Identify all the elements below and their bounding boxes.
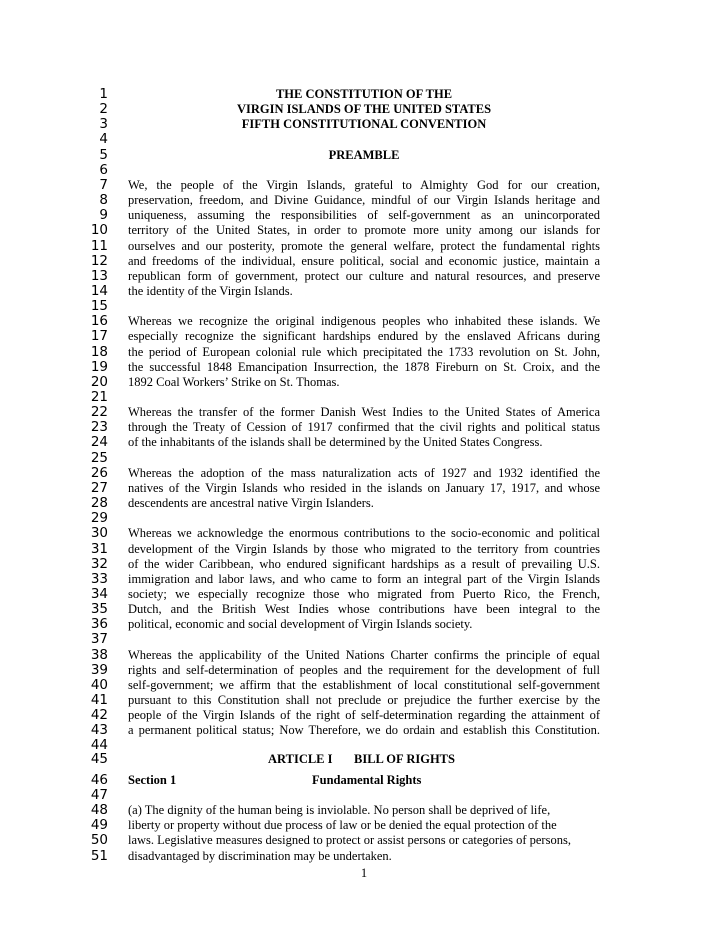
document-line bbox=[0, 329, 728, 344]
text-line: Whereas the applicability of the United Nations Charter confirms the principle of equal bbox=[128, 647, 600, 662]
text-line: Whereas we acknowledge the enormous contributions to the socio-economic and political bbox=[128, 526, 600, 541]
line-number: 48 bbox=[90, 802, 108, 819]
line-number: 13 bbox=[90, 267, 108, 284]
document-line bbox=[0, 269, 728, 284]
line-number: 14 bbox=[90, 282, 108, 299]
document-line bbox=[0, 451, 728, 466]
line-number: 43 bbox=[90, 722, 108, 739]
document-line bbox=[0, 693, 728, 708]
line-number: 23 bbox=[90, 419, 108, 436]
document-line bbox=[0, 87, 728, 102]
heading-line: THE CONSTITUTION OF THE bbox=[275, 87, 453, 101]
document-line bbox=[0, 496, 728, 511]
document-line bbox=[0, 148, 728, 163]
line-number: 45 bbox=[90, 750, 108, 767]
document-line bbox=[0, 299, 728, 314]
section-title: Fundamental Rights bbox=[312, 772, 422, 787]
line-number: 12 bbox=[90, 252, 108, 269]
line-number: 42 bbox=[90, 707, 108, 724]
document-line bbox=[0, 557, 728, 572]
document-line bbox=[0, 314, 728, 329]
text-line: political, economic and social development of Virgin Islands society. bbox=[128, 617, 473, 632]
document-line bbox=[0, 284, 728, 299]
document-line bbox=[0, 752, 728, 767]
line-number: 5 bbox=[99, 146, 108, 163]
text-line: society; we especially recognize those who migrated from Puerto Rico, the French, bbox=[128, 586, 600, 601]
line-number: 37 bbox=[90, 631, 108, 648]
text-line: a permanent political status; Now Therefore, we do ordain and establish this Constitution. bbox=[128, 723, 600, 738]
document-line bbox=[0, 102, 728, 117]
line-number: 40 bbox=[90, 676, 108, 693]
document-line bbox=[0, 420, 728, 435]
line-number: 18 bbox=[90, 343, 108, 360]
document-line bbox=[0, 405, 728, 420]
document-line bbox=[0, 587, 728, 602]
line-number: 29 bbox=[90, 510, 108, 527]
line-number: 51 bbox=[90, 847, 108, 864]
document-line bbox=[0, 803, 728, 818]
text-line: territory of the United States, in order to promote more unity among our islands for bbox=[128, 223, 600, 238]
line-number: 19 bbox=[90, 358, 108, 375]
document-line bbox=[0, 632, 728, 647]
document-line bbox=[0, 833, 728, 848]
document-line bbox=[0, 254, 728, 269]
document-line bbox=[0, 708, 728, 723]
text-line: natives of the Virgin Islands who resided in the islands on January 17, 1917, and whose bbox=[128, 480, 600, 495]
line-number: 8 bbox=[99, 192, 108, 209]
text-line: the identity of the Virgin Islands. bbox=[128, 283, 293, 298]
line-number: 34 bbox=[90, 585, 108, 602]
document-line bbox=[0, 617, 728, 632]
line-number: 46 bbox=[90, 771, 108, 788]
document-line bbox=[0, 818, 728, 833]
text-line: ourselves and our posterity, promote the general welfare, protect the fundamental rights bbox=[128, 238, 600, 253]
document-line bbox=[0, 360, 728, 375]
heading-line: FIFTH CONSTITUTIONAL CONVENTION bbox=[241, 117, 487, 132]
line-number: 22 bbox=[90, 404, 108, 421]
document-line bbox=[0, 602, 728, 617]
document-line bbox=[0, 193, 728, 208]
line-number: 32 bbox=[90, 555, 108, 572]
line-number: 20 bbox=[90, 373, 108, 390]
line-number: 49 bbox=[90, 817, 108, 834]
text-line: through the Treaty of Cession of 1917 confirmed that the civil rights and political status bbox=[128, 420, 600, 435]
line-number: 21 bbox=[90, 389, 108, 405]
document-line bbox=[0, 788, 728, 803]
line-number: 28 bbox=[90, 495, 108, 512]
line-number: 44 bbox=[90, 737, 108, 754]
line-number: 31 bbox=[90, 540, 108, 557]
text-line: pursuant to this Constitution shall not preclude or prejudice the further exercise by the bbox=[128, 693, 600, 707]
document-line bbox=[0, 132, 728, 147]
text-line: Dutch, and the British West Indies whose contributions have been integral to the bbox=[128, 602, 600, 617]
line-number: 27 bbox=[90, 479, 108, 496]
document-line bbox=[0, 390, 728, 405]
line-number: 7 bbox=[99, 176, 108, 193]
line-number: 30 bbox=[90, 525, 108, 542]
document-line bbox=[0, 239, 728, 254]
text-line: Whereas the adoption of the mass naturalization acts of 1927 and 1932 identified the bbox=[128, 465, 600, 480]
document-line bbox=[0, 178, 728, 193]
document-line bbox=[0, 117, 728, 132]
line-number: 47 bbox=[90, 786, 108, 803]
line-number: 26 bbox=[90, 464, 108, 481]
document-line bbox=[0, 526, 728, 541]
document-line bbox=[0, 435, 728, 450]
line-number: 35 bbox=[90, 601, 108, 618]
line-number: 39 bbox=[90, 661, 108, 678]
text-line: Whereas we recognize the original indigenous peoples who inhabited these islands. We bbox=[128, 314, 600, 329]
document-line bbox=[0, 773, 728, 788]
line-number: 36 bbox=[90, 616, 108, 633]
line-number: 24 bbox=[90, 434, 108, 451]
document-line bbox=[0, 511, 728, 526]
line-number: 4 bbox=[99, 131, 108, 148]
text-line: and freedoms of the individual, ensure political, social and economic justice, maintain a bbox=[128, 253, 600, 268]
heading-line: PREAMBLE bbox=[328, 147, 400, 162]
line-number: 41 bbox=[90, 692, 108, 708]
article-label: ARTICLE I bbox=[268, 751, 333, 766]
text-line: people of the Virgin Islands of the right of self-determination regarding the attainment of bbox=[128, 708, 600, 723]
page-number: 1 bbox=[360, 866, 368, 880]
article-title: BILL OF RIGHTS bbox=[354, 751, 455, 766]
line-number: 17 bbox=[90, 328, 108, 345]
text-line: of the wider Caribbean, who endured significant hardships as a result of prevailing U.S. bbox=[128, 556, 600, 571]
text-line: laws. Legislative measures designed to protect or assist persons or categories of persons, bbox=[128, 833, 571, 848]
document-line bbox=[0, 223, 728, 238]
line-number: 11 bbox=[90, 237, 108, 254]
text-line: descendents are ancestral native Virgin Islanders. bbox=[128, 496, 374, 511]
section-label: Section 1 bbox=[128, 772, 177, 787]
text-line: self-government; we affirm that the establishment of local constitutional self-government bbox=[128, 677, 600, 692]
text-line: (a) The dignity of the human being is inviolable. No person shall be deprived of life, bbox=[128, 803, 551, 818]
text-line: disadvantaged by discrimination may be undertaken. bbox=[128, 848, 392, 863]
line-number: 1 bbox=[99, 86, 108, 102]
text-line: We, the people of the Virgin Islands, grateful to Almighty God for our creation, bbox=[128, 177, 600, 192]
document-line bbox=[0, 163, 728, 178]
text-line: uniqueness, assuming the responsibilities of self-government as an unincorporated bbox=[128, 208, 600, 223]
document-line bbox=[0, 375, 728, 390]
text-line: of the inhabitants of the islands shall be determined by the United States Congress. bbox=[128, 435, 543, 450]
document-line bbox=[0, 481, 728, 496]
text-line: especially recognize the significant hardships endured by the enslaved Africans during bbox=[128, 329, 600, 344]
line-number: 6 bbox=[99, 161, 108, 178]
line-number: 2 bbox=[99, 101, 108, 118]
line-number: 25 bbox=[90, 449, 108, 466]
line-number: 33 bbox=[90, 570, 108, 587]
document-line bbox=[0, 208, 728, 223]
line-number: 50 bbox=[90, 832, 108, 849]
text-line: 1892 Coal Workers’ Strike on St. Thomas. bbox=[128, 374, 340, 389]
line-number: 10 bbox=[90, 222, 108, 239]
document-line bbox=[0, 345, 728, 360]
text-line: development of the Virgin Islands by those who migrated to the territory from countries bbox=[128, 541, 600, 556]
line-number: 38 bbox=[90, 646, 108, 663]
line-number: 3 bbox=[99, 116, 108, 133]
heading-line: VIRGIN ISLANDS OF THE UNITED STATES bbox=[236, 102, 492, 117]
line-number: 16 bbox=[90, 313, 108, 330]
document-line bbox=[0, 678, 728, 693]
text-line: preservation, freedom, and Divine Guidance, mindful of our Virgin Islands heritage and bbox=[128, 193, 600, 208]
document-line bbox=[0, 663, 728, 678]
line-number: 15 bbox=[90, 298, 108, 315]
document-line bbox=[0, 466, 728, 481]
text-line: republican form of government, protect our culture and natural resources, and preserve bbox=[128, 268, 600, 283]
document-line bbox=[0, 648, 728, 663]
text-line: the successful 1848 Emancipation Insurrection, the 1878 Fireburn on St. Croix, and the bbox=[128, 359, 600, 374]
text-line: rights and self-determination of peoples and the requirement for the development of full bbox=[128, 662, 600, 677]
text-line: Whereas the transfer of the former Danish West Indies to the United States of America bbox=[128, 405, 600, 420]
document-line bbox=[0, 723, 728, 738]
text-line: liberty or property without due process of law or be denied the equal protection of the bbox=[128, 818, 557, 833]
text-line: immigration and labor laws, and who came to form an integral part of the Virgin Islands bbox=[128, 571, 600, 586]
document-line bbox=[0, 572, 728, 587]
line-number: 9 bbox=[99, 207, 108, 224]
document-line bbox=[0, 849, 728, 864]
text-line: the period of European colonial rule which precipitated the 1733 revolution on St. John, bbox=[128, 344, 600, 359]
document-line bbox=[0, 542, 728, 557]
